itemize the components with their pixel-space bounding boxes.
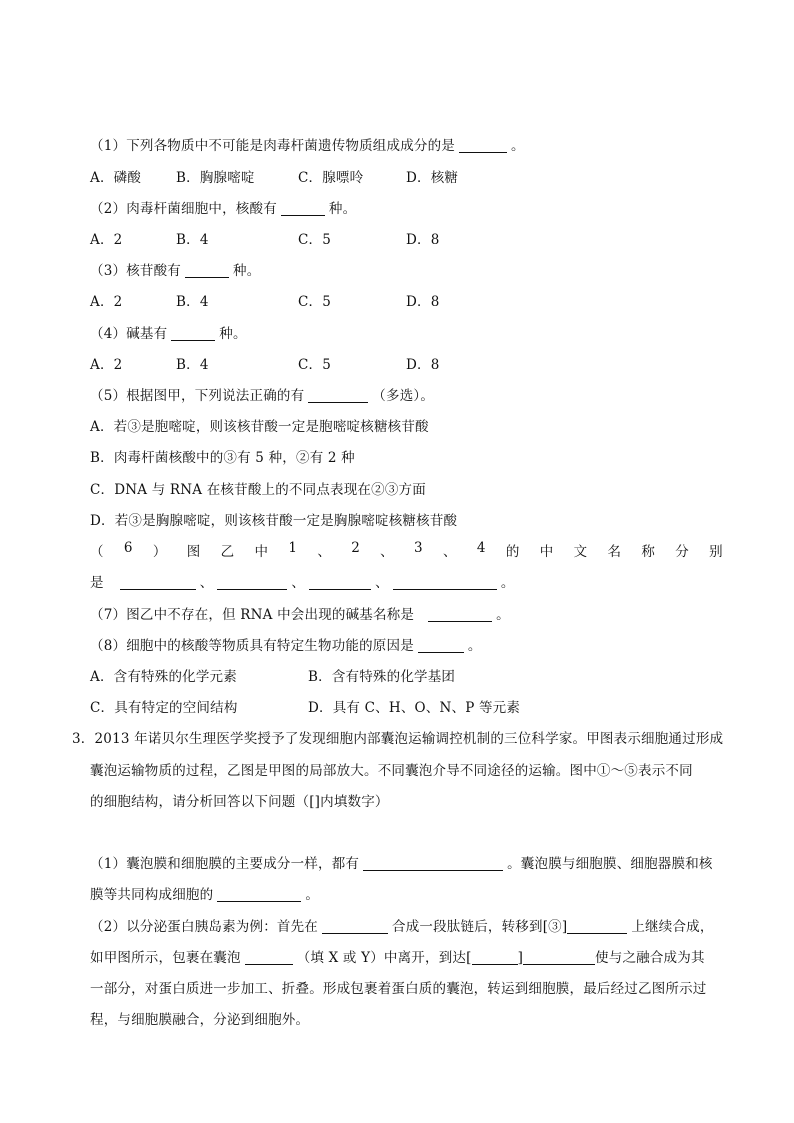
answer-blank[interactable] (363, 856, 503, 871)
answer-blank[interactable] (281, 201, 325, 216)
option-a: A．2 (90, 294, 123, 310)
q3-sub2-line2: 如甲图所示，包裹在囊泡 （填 X 或 Y）中离开，到达[ ] 使与之融合成为其 (90, 950, 705, 966)
answer-blank[interactable] (171, 326, 215, 341)
option-d: D．8 (406, 357, 440, 373)
answer-blank[interactable] (245, 950, 293, 965)
option-a: A．2 (90, 357, 123, 373)
q2-sub2-stem: （2）肉毒杆菌细胞中，核酸有 种。 (90, 201, 357, 217)
option-b: B．含有特殊的化学基团 (308, 669, 456, 685)
option-b: B．肉毒杆菌核酸中的③有 5 种，②有 2 种 (90, 450, 355, 466)
option-b: B．4 (176, 232, 209, 248)
answer-blank[interactable] (459, 138, 507, 153)
option-a: A．2 (90, 232, 123, 248)
q2-sub4-stem: （4）碱基有 种。 (90, 326, 247, 342)
answer-blank[interactable] (120, 575, 196, 590)
q3-intro-line: 囊泡运输物质的过程，乙图是甲图的局部放大。不同囊泡介导不同途径的运输。图中①～⑤表示不同 (90, 763, 693, 779)
answer-blank[interactable] (185, 263, 229, 278)
answer-blank[interactable] (217, 575, 287, 590)
answer-blank[interactable] (322, 919, 388, 934)
option-b: B．胸腺嘧啶 (176, 170, 255, 186)
q2-sub1-stem: （1）下列各物质中不可能是肉毒杆菌遗传物质组成成分的是 。 (90, 138, 525, 154)
option-a: A．含有特殊的化学元素 (90, 669, 237, 685)
option-d: D．若③是胸腺嘧啶，则该核苷酸一定是胸腺嘧啶核糖核苷酸 (90, 513, 458, 529)
q3-sub2-line4: 程，与细胞膜融合，分泌到细胞外。 (90, 1012, 310, 1028)
q3-sub1-line1: （1）囊泡膜和细胞膜的主要成分一样，都有 。囊泡膜与细胞膜、细胞器膜和核 (90, 856, 713, 872)
option-a: A．若③是胞嘧啶，则该核苷酸一定是胞嘧啶核糖核苷酸 (90, 419, 429, 435)
option-d: D．8 (406, 294, 440, 310)
answer-blank[interactable] (567, 919, 627, 934)
option-c: C．5 (298, 232, 332, 248)
q3-sub2-line1: （2）以分泌蛋白胰岛素为例：首先在 合成一段肽链后，转移到[③] 上继续合成， (90, 919, 714, 935)
answer-blank[interactable] (472, 950, 518, 965)
option-c: C．腺嘌呤 (298, 170, 364, 186)
option-c: C．DNA 与 RNA 在核苷酸上的不同点表现在②③方面 (90, 482, 426, 498)
answer-blank[interactable] (428, 607, 492, 622)
answer-blank[interactable] (523, 950, 595, 965)
answer-blank[interactable] (217, 887, 301, 902)
option-c: C．5 (298, 357, 332, 373)
answer-blank[interactable] (309, 575, 371, 590)
q2-sub6-blanks: 是 、 、 、 。 (90, 575, 515, 591)
answer-blank[interactable] (418, 638, 464, 653)
q2-sub3-stem: （3）核苷酸有 种。 (90, 263, 261, 279)
option-c: C．具有特定的空间结构 (90, 700, 238, 716)
answer-blank[interactable] (393, 575, 497, 590)
option-c: C．5 (298, 294, 332, 310)
option-b: B．4 (176, 294, 209, 310)
q3-intro-line: 的细胞结构，请分析回答以下问题（[]内填数字） (90, 794, 389, 810)
option-d: D．具有 C、H、O、N、P 等元素 (308, 700, 521, 716)
q2-sub8-stem: （8）细胞中的核酸等物质具有特定生物功能的原因是 。 (90, 638, 482, 654)
answer-blank[interactable] (308, 388, 368, 403)
q2-sub6-stem: （ 6 ） 图 乙 中 1 、 2 、 3 、 4 的 中 文 名 称 分 别 (90, 540, 723, 560)
q2-sub5-stem: （5）根据图甲，下列说法正确的有 （多选）。 (90, 388, 435, 404)
q2-sub7-stem: （7）图乙中不存在，但 RNA 中会出现的碱基名称是 。 (90, 607, 510, 623)
option-d: D．核糖 (406, 170, 459, 186)
q3-sub2-line3: 一部分，对蛋白质进一步加工、折叠。形成包裹着蛋白质的囊泡，转运到细胞膜，最后经过乙图所示过 (90, 981, 707, 997)
q3-intro-line: 3．2013 年诺贝尔生理医学奖授予了发现细胞内部囊泡运输调控机制的三位科学家。甲图表示细胞通过形成 (72, 731, 724, 747)
option-a: A．磷酸 (90, 170, 142, 186)
option-b: B．4 (176, 357, 209, 373)
option-d: D．8 (406, 232, 440, 248)
q3-sub1-line2: 膜等共同构成细胞的 。 (90, 887, 320, 903)
